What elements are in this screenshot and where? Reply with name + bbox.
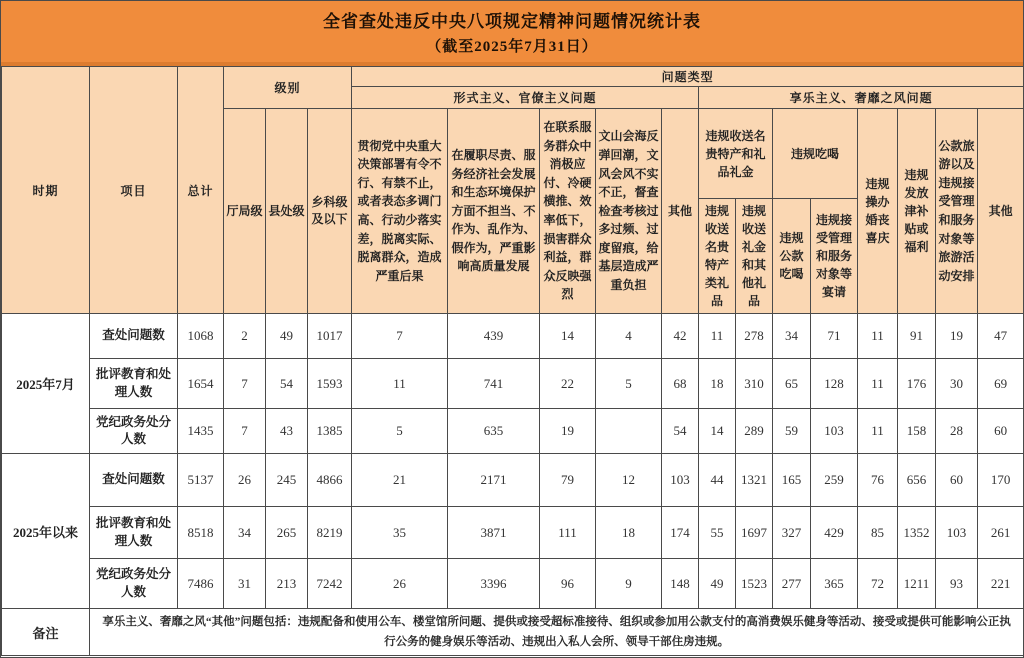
value-cell: 165 (773, 454, 811, 507)
table-row (2, 314, 1024, 359)
value-cell: 47 (978, 314, 1024, 359)
header-formalism-group: 形式主义、官僚主义问题 (352, 87, 699, 109)
value-cell: 103 (936, 507, 978, 559)
value-cell: 310 (736, 359, 773, 409)
value-cell: 111 (540, 507, 596, 559)
value-cell: 277 (773, 559, 811, 609)
header-dining-parent: 违规吃喝 (773, 109, 858, 199)
row-label: 批评教育和处理人数 (90, 507, 178, 559)
value-cell: 35 (352, 507, 448, 559)
value-cell: 60 (936, 454, 978, 507)
value-cell: 170 (978, 454, 1024, 507)
header-allowances: 违规发放津补贴或福利 (898, 109, 936, 314)
value-cell: 439 (448, 314, 540, 359)
remark-label: 备注 (2, 609, 90, 656)
value-cell: 93 (936, 559, 978, 609)
value-cell: 22 (540, 359, 596, 409)
value-cell: 31 (224, 559, 266, 609)
page-title: 全省查处违反中央八项规定精神问题情况统计表 (323, 12, 701, 31)
value-cell: 5 (352, 409, 448, 454)
value-cell: 7 (352, 314, 448, 359)
row-label: 党纪政务处分人数 (90, 409, 178, 454)
table-row (2, 507, 1024, 559)
title-bar (1, 1, 1023, 66)
header-total: 总计 (178, 67, 224, 314)
header-public-funded-travel: 公款旅游以及违规接受管理和服务对象等旅游活动安排 (936, 109, 978, 314)
value-cell: 8219 (308, 507, 352, 559)
value-cell: 1352 (898, 507, 936, 559)
value-cell: 26 (352, 559, 448, 609)
value-cell: 55 (699, 507, 736, 559)
value-cell: 34 (224, 507, 266, 559)
header-hedonism-other: 其他 (978, 109, 1024, 314)
value-cell: 365 (811, 559, 858, 609)
header-formalism-col-4: 文山会海反弹回潮，文风会风不实不正，督查检查考核过多过频、过度留痕，给基层造成严重负担 (596, 109, 662, 314)
value-cell: 54 (266, 359, 308, 409)
value-cell: 3871 (448, 507, 540, 559)
header-formalism-other: 其他 (662, 109, 699, 314)
statistics-table (1, 66, 1024, 656)
remark-text: 享乐主义、奢靡之风“其他”问题包括：违规配备和使用公车、楼堂馆所问题、提供或接受超标准接待、组织或参加用公款支付的高消费娱乐健身等活动、接受或提供可能影响公正执行公务的健身娱乐等活动、违规出入私人会所、领导干部住房违规。 (90, 609, 1024, 656)
value-cell: 7 (224, 359, 266, 409)
header-gifts-cash: 违规收送礼金和其他礼品 (736, 199, 773, 314)
value-cell: 71 (811, 314, 858, 359)
value-cell: 261 (978, 507, 1024, 559)
table-row (2, 409, 1024, 454)
value-cell: 60 (978, 409, 1024, 454)
value-cell: 213 (266, 559, 308, 609)
value-cell: 79 (540, 454, 596, 507)
value-cell: 19 (540, 409, 596, 454)
header-level-ting-ju: 厅局级 (224, 109, 266, 314)
value-cell: 18 (699, 359, 736, 409)
value-cell: 7242 (308, 559, 352, 609)
value-cell: 96 (540, 559, 596, 609)
header-period: 时期 (2, 67, 90, 314)
header-level-xiang-ke: 乡科级及以下 (308, 109, 352, 314)
row-label: 党纪政务处分人数 (90, 559, 178, 609)
value-cell: 265 (266, 507, 308, 559)
value-cell: 43 (266, 409, 308, 454)
value-cell: 176 (898, 359, 936, 409)
table-row (2, 454, 1024, 507)
value-cell: 1523 (736, 559, 773, 609)
header-problem-type: 问题类型 (352, 67, 1024, 87)
value-cell: 5 (596, 359, 662, 409)
value-cell: 11 (858, 359, 898, 409)
value-cell: 30 (936, 359, 978, 409)
table-body (2, 314, 1024, 609)
value-cell: 18 (596, 507, 662, 559)
row-label: 批评教育和处理人数 (90, 359, 178, 409)
value-cell: 656 (898, 454, 936, 507)
value-cell: 69 (978, 359, 1024, 409)
table-row (2, 359, 1024, 409)
value-cell (596, 409, 662, 454)
period-cell: 2025年7月 (2, 314, 90, 454)
value-cell: 85 (858, 507, 898, 559)
value-cell: 245 (266, 454, 308, 507)
value-cell: 54 (662, 409, 699, 454)
header-dining-banquets: 违规接受管理和服务对象等宴请 (811, 199, 858, 314)
value-cell: 91 (898, 314, 936, 359)
value-cell: 2 (224, 314, 266, 359)
value-cell: 635 (448, 409, 540, 454)
value-cell: 5137 (178, 454, 224, 507)
header-formalism-col-1: 贯彻党中央重大决策部署有令不行、有禁不止，或者表态多调门高、行动少落实差，脱离实际、脱离群众，造成严重后果 (352, 109, 448, 314)
value-cell: 11 (858, 409, 898, 454)
value-cell: 103 (662, 454, 699, 507)
header-gifts-parent: 违规收送名贵特产和礼品礼金 (699, 109, 773, 199)
value-cell: 9 (596, 559, 662, 609)
period-cell: 2025年以来 (2, 454, 90, 609)
value-cell: 19 (936, 314, 978, 359)
value-cell: 1068 (178, 314, 224, 359)
value-cell: 7486 (178, 559, 224, 609)
value-cell: 42 (662, 314, 699, 359)
table-footer (2, 609, 1024, 656)
value-cell: 221 (978, 559, 1024, 609)
value-cell: 2171 (448, 454, 540, 507)
table-row (2, 559, 1024, 609)
header-formalism-col-2: 在履职尽责、服务经济社会发展和生态环境保护方面不担当、不作为、乱作为、假作为，严重影响高质量发展 (448, 109, 540, 314)
value-cell: 68 (662, 359, 699, 409)
value-cell: 14 (699, 409, 736, 454)
value-cell: 26 (224, 454, 266, 507)
value-cell: 59 (773, 409, 811, 454)
value-cell: 11 (699, 314, 736, 359)
value-cell: 65 (773, 359, 811, 409)
value-cell: 1697 (736, 507, 773, 559)
value-cell: 49 (266, 314, 308, 359)
value-cell: 103 (811, 409, 858, 454)
value-cell: 1435 (178, 409, 224, 454)
value-cell: 327 (773, 507, 811, 559)
value-cell: 4 (596, 314, 662, 359)
value-cell: 1385 (308, 409, 352, 454)
value-cell: 429 (811, 507, 858, 559)
value-cell: 11 (352, 359, 448, 409)
value-cell: 76 (858, 454, 898, 507)
header-hedonism-group: 享乐主义、奢靡之风问题 (699, 87, 1024, 109)
value-cell: 1654 (178, 359, 224, 409)
value-cell: 148 (662, 559, 699, 609)
row-label: 查处问题数 (90, 314, 178, 359)
value-cell: 72 (858, 559, 898, 609)
value-cell: 289 (736, 409, 773, 454)
value-cell: 741 (448, 359, 540, 409)
value-cell: 1017 (308, 314, 352, 359)
value-cell: 11 (858, 314, 898, 359)
header-level-xian-chu: 县处级 (266, 109, 308, 314)
value-cell: 14 (540, 314, 596, 359)
value-cell: 174 (662, 507, 699, 559)
header-wedding-funeral: 违规操办婚丧喜庆 (858, 109, 898, 314)
table-header (2, 67, 1024, 314)
value-cell: 3396 (448, 559, 540, 609)
value-cell: 128 (811, 359, 858, 409)
row-label: 查处问题数 (90, 454, 178, 507)
value-cell: 21 (352, 454, 448, 507)
header-dining-public-funds: 违规公款吃喝 (773, 199, 811, 314)
value-cell: 12 (596, 454, 662, 507)
value-cell: 1321 (736, 454, 773, 507)
value-cell: 8518 (178, 507, 224, 559)
page-subtitle: （截至2025年7月31日） (426, 39, 598, 55)
header-gifts-specialty: 违规收送名贵特产类礼品 (699, 199, 736, 314)
value-cell: 7 (224, 409, 266, 454)
header-item: 项目 (90, 67, 178, 314)
header-formalism-col-3: 在联系服务群众中消极应付、冷硬横推、效率低下，损害群众利益，群众反映强烈 (540, 109, 596, 314)
value-cell: 44 (699, 454, 736, 507)
value-cell: 259 (811, 454, 858, 507)
value-cell: 28 (936, 409, 978, 454)
value-cell: 278 (736, 314, 773, 359)
value-cell: 1211 (898, 559, 936, 609)
value-cell: 4866 (308, 454, 352, 507)
value-cell: 158 (898, 409, 936, 454)
value-cell: 49 (699, 559, 736, 609)
value-cell: 34 (773, 314, 811, 359)
header-level-group: 级别 (224, 67, 352, 109)
value-cell: 1593 (308, 359, 352, 409)
